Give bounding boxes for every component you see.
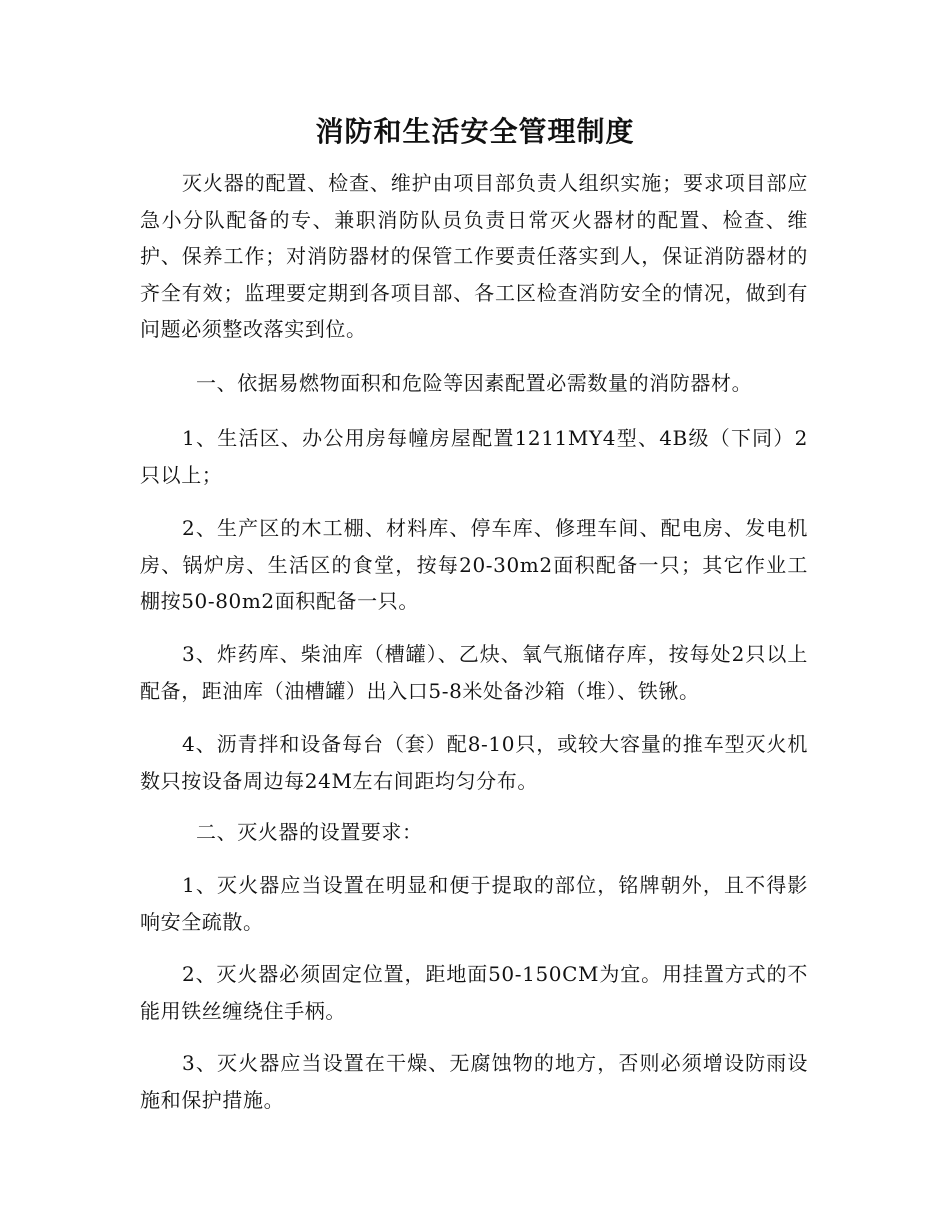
list-item-1-1: 1、生活区、办公用房每幢房屋配置1211MY4型、4B级（下同）2只以上；: [140, 426, 808, 487]
list-item-2-1: 1、灭火器应当设置在明显和便于提取的部位，铭牌朝外，且不得影响安全疏散。: [140, 873, 808, 934]
section-heading-1: 一、依据易燃物面积和危险等因素配置必需数量的消防器材。: [196, 371, 753, 395]
list-item-1-2: 2、生产区的木工棚、材料库、停车库、修理车间、配电房、发电机房、锅炉房、生活区的食堂，按每20-30m2面积配备一只；其它作业工棚按50-80m2面积配备一只。: [140, 516, 808, 613]
list-item-2-3: 3、灭火器应当设置在干燥、无腐蚀物的地方，否则必须增设防雨设施和保护措施。: [140, 1051, 808, 1112]
section-heading-2: 二、灭火器的设置要求：: [196, 820, 423, 844]
list-item-1-4: 4、沥青拌和设备每台（套）配8-10只，或较大容量的推车型灭火机数只按设备周边每24M左右间距均匀分布。: [140, 732, 808, 793]
list-item-2-2: 2、灭火器必须固定位置，距地面50-150CM为宜。用挂置方式的不能用铁丝缠绕住手柄。: [140, 962, 808, 1023]
list-item-1-3: 3、炸药库、柴油库（槽罐）、乙炔、氧气瓶储存库，按每处2只以上配备，距油库（油槽罐）出入口5-8米处备沙箱（堆）、铁锹。: [140, 642, 808, 703]
intro-paragraph: 灭火器的配置、检查、维护由项目部负责人组织实施；要求项目部应急小分队配备的专、兼职消防队员负责日常灭火器材的配置、检查、维护、保养工作；对消防器材的保管工作要责任落实到人，保证消防器材的齐全有效；监理要定期到各项目部、各工区检查消防安全的情况，做到有问题必须整改落实到位。: [140, 171, 808, 341]
document-title: 消防和生活安全管理制度: [315, 115, 635, 148]
